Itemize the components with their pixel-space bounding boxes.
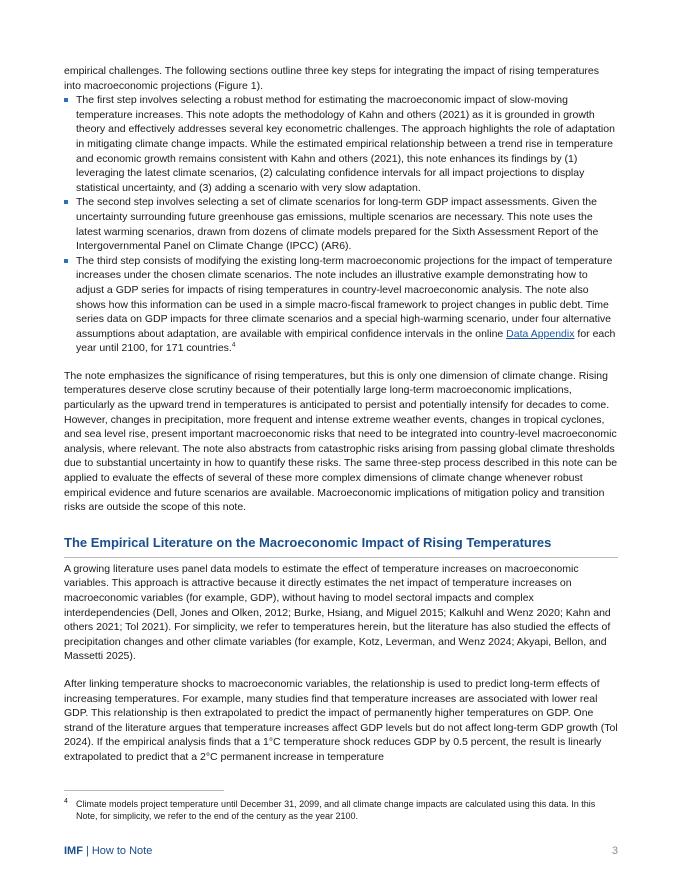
footnote bbox=[64, 798, 618, 822]
step-item-1 bbox=[64, 93, 618, 195]
step-item-3 bbox=[64, 254, 618, 356]
step-text: The first step involves selecting a robust method for estimating the macroeconomic impact of slow-moving temperature increases. This note adopts the methodology of Kahn and others (2021) as it is grounded in growth theory and effectively addresses several key econometric challenges. The approach highlights the role of adaptation in mitigating climate change impacts. While the estimated empirical relationship between a trend rise in temperature and economic growth remains consistent with Kahn and others (2021), this note enhances its findings by (1) leveraging the latest climate scenarios, (2) calculating confidence intervals for all impact projections to display statistical uncertainty, and (3) adding a scenario with very slow adaptation. bbox=[76, 94, 615, 194]
footnote-number: 4 bbox=[64, 798, 68, 805]
intro-paragraph: empirical challenges. The following sections outline three key steps for integrating the impact of rising temperatures into macroeconomic projections (Figure 1). bbox=[64, 65, 599, 92]
section-paragraph-2: After linking temperature shocks to macroeconomic variables, the relationship is used to predict long-term effects of increasing temperatures. For example, many studies find that temperature increases are associated with lower real GDP. This relationship is then extrapolated to predict the impact of permanently higher temperatures on GDP. One strand of the literature argues that temperature increases affect GDP levels but do not affect long-term GDP growth (Tol 2024). If the empirical analysis finds that a 1°C temperature shock reduces GDP by 0.5 percent, the result is linearly extrapolated to predict that a 2°C permanent increase in temperature bbox=[64, 677, 618, 763]
step-text-end: for each year until 2100, for 171 countries. bbox=[76, 327, 616, 355]
page-footer bbox=[64, 845, 618, 861]
footer-doc-type: How to Note bbox=[91, 845, 153, 857]
footer-separator: | bbox=[85, 845, 89, 857]
step-text: The second step involves selecting a set of climate scenarios for long-term GDP impact assessments. Given the uncertainty surrounding future greenhouse gas emissions, multiple scenarios are necessary. This note uses the latest warming scenarios, drawn from dozens of climate models prepared for the Sixth Assessment Report of the Intergovernmental Panel on Climate Change (IPCC) (AR6). bbox=[76, 196, 599, 253]
page-body bbox=[64, 64, 618, 765]
bullet-square-icon bbox=[64, 259, 68, 263]
bullet-square-icon bbox=[64, 98, 68, 102]
data-appendix-link[interactable]: Data Appendix bbox=[506, 327, 575, 340]
footnote-reference[interactable]: 4 bbox=[231, 341, 236, 349]
page-number: 3 bbox=[611, 845, 618, 857]
emphasis-paragraph: The note emphasizes the significance of rising temperatures, but this is only one dimension of climate change. Rising temperatures deserve close scrutiny because of their potentially large long-term macroeconomic implications, particularly as the upward trend in temperatures is anticipated to persist and potentially intensify for decades to come. However, changes in precipitation, more frequent and intense extreme weather events, changes in tropical cyclones, and sea level rise, present important macroeconomic risks that need to be integrated into country-level macroeconomic analysis, where relevant. The note also abstracts from catastrophic risks arising from passing global climate thresholds due to substantial uncertainty in how to quantify these risks. The same three-step process described in this note can be applied to evaluate the effects of several of these more complex dimensions of climate change whenever robust empirical evidence and future scenarios are available. Macroeconomic implications of mitigation policy and transition risks are outside the scope of this note. bbox=[64, 369, 618, 514]
step-text: The third step consists of modifying the existing long-term macroeconomic projections for the impact of temperature increases under the chosen climate scenarios. The note includes an illustrative example demonstrating how to adjust a GDP series for impacts of rising temperatures in country-level macroeconomic analysis. The note also shows how this information can be used in a simple macro-fiscal framework to project changes in public debt. Time series data on GDP impacts for three climate scenarios and a special high-warming scenario, under four alternative assumptions about adaptation, are available with empirical confidence intervals in the online bbox=[76, 254, 613, 340]
bullet-square-icon bbox=[64, 200, 68, 204]
section-heading: The Empirical Literature on the Macroeconomic Impact of Rising Temperatures bbox=[64, 534, 552, 550]
section-paragraph-1: A growing literature uses panel data models to estimate the effect of temperature increases on macroeconomic variables. This approach is attractive because it directly estimates the net impact of temperature increases on macroeconomic variables (for example, GDP), without having to model sectoral impacts and complex interdependencies (Dell, Jones and Olken, 2012; Burke, Hsiang, and Miguel 2015; Kalkuhl and Wenz 2020; Kahn and others 2021; Tol 2021). For simplicity, we refer to temperatures herein, but the literature has also studied the effects of precipitation changes and other climate variables (for example, Kotz, Leverman, and Wenz 2024; Akyapi, Bellon, and Massetti 2025). bbox=[64, 562, 611, 663]
footnote-text: Climate models project temperature until December 31, 2099, and all climate change impacts are calculated using this data. In this Note, for simplicity, we refer to the end of the century as the year 2100. bbox=[76, 799, 596, 821]
heading-divider bbox=[64, 557, 618, 558]
steps-list bbox=[64, 93, 618, 356]
footer-brand: IMF bbox=[64, 845, 83, 857]
footnote-divider bbox=[64, 790, 224, 791]
step-item-2 bbox=[64, 195, 618, 253]
